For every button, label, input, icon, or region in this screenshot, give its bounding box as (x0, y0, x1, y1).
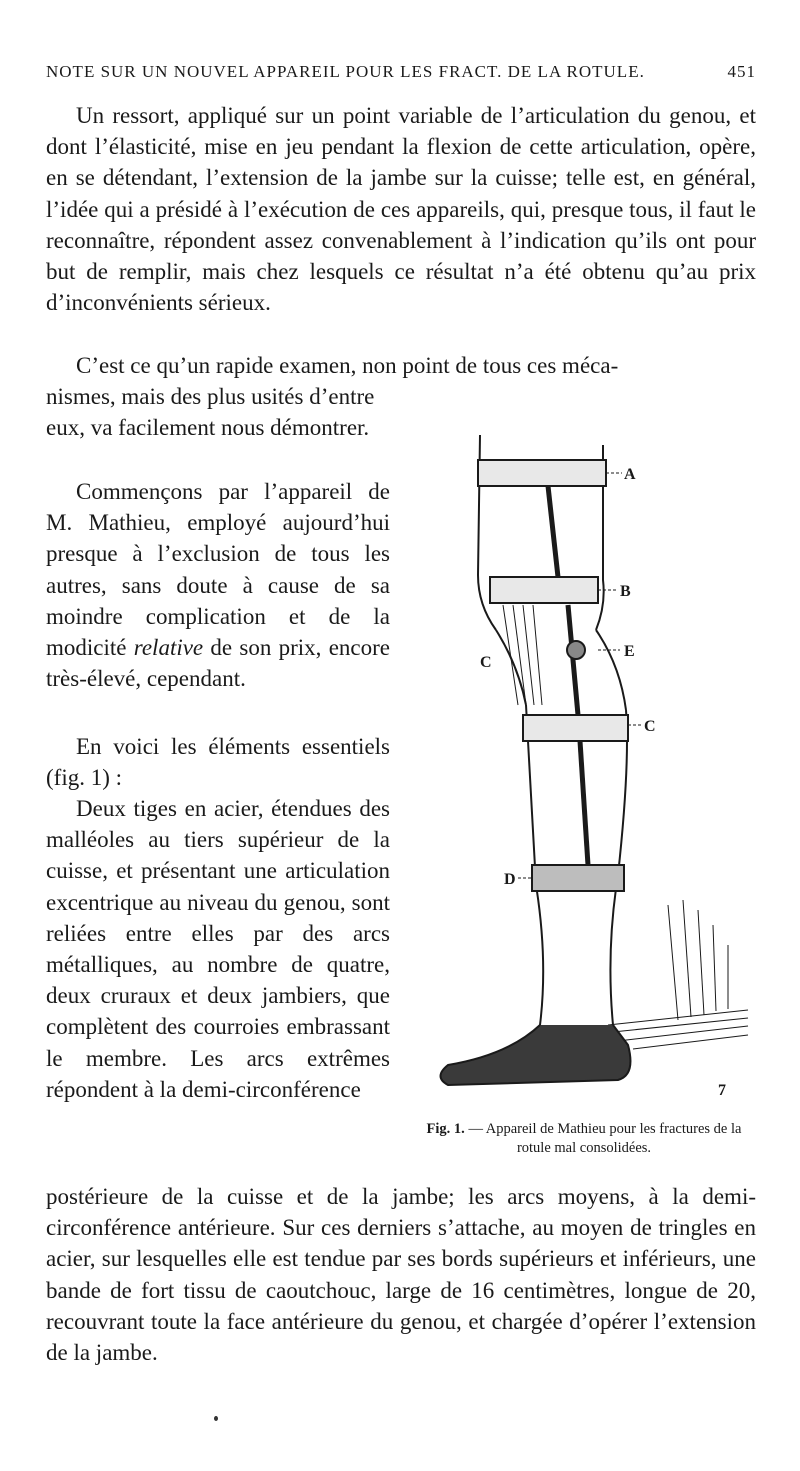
band-c (523, 715, 628, 741)
ground-hatching (603, 900, 748, 1049)
figure-caption (408, 1120, 760, 1158)
label-small: 7 (718, 1082, 726, 1099)
band-b (490, 577, 598, 603)
italic-relative: relative (133, 635, 204, 661)
knee-joint (567, 641, 585, 659)
page-number: 451 (727, 62, 756, 81)
label-d: D (504, 871, 516, 888)
header-title: NOTE SUR UN NOUVEL APPAREIL POUR LES FRACT. DE LA ROTULE. (46, 62, 645, 81)
label-b: B (620, 583, 631, 600)
paragraph-3-text-end: de son prix, encore très-élevé, cependant. (46, 635, 390, 692)
paragraph-4: En voici les éléments essentiels (fig. 1) : (46, 734, 390, 791)
paragraph-1: Un ressort, appliqué sur un point variable de l’articulation du genou, et dont l’élasticité, mise en jeu pendant la flexion de cette articulation, opère, en se détendant, l’extension de la jambe sur la cuisse; telle est, en général, l’idée qui a présidé à l’exécution de ces appareils, qui, presque tous, il faut le reconnaître, répondent assez convenablement à l’indication qu’ils ont pour but de remplir, mais chez lesquels ce résultat n’a été obtenu qu’au prix d’inconvénients sérieux. (46, 103, 756, 316)
paragraph-5: Deux tiges en acier, étendues des malléoles au tiers supérieur de la cuisse, et présentant une articulation excentrique au niveau du genou, sont reliées entre elles par des arcs métalliques, au nombre de quatre, deux cruraux et deux jambiers, que complètent des courroies embrassant le membre. Les arcs extrêmes répondent à la demi-circonférence (46, 796, 390, 1102)
paragraph-6: postérieure de la cuisse et de la jambe; les arcs moyens, à la demi-circonférence antérieure. Sur ces derniers s’attache, au moyen de tringles en acier, sur lesquelles elle est tendue par ses bords supérieurs et inférieurs, une bande de fort tissu de caoutchouc, large de 16 centimètres, longue de 20, recouvrant toute la face antérieure du genou, et chargée d’opérer l’extension de la jambe. (46, 1184, 756, 1366)
band-a (478, 460, 606, 486)
label-c: C (644, 718, 656, 735)
page-dot (214, 1416, 218, 1421)
shoe (441, 1025, 631, 1085)
caption-text: — Appareil de Mathieu pour les fractures de la rotule mal consolidées. (464, 1121, 742, 1156)
paragraph-3-text: Commençons par l’appareil de M. Mathieu, employé aujourd’hui presque à l’exclusion de tous les autres, sans doute à cause de sa moindre complication et de la modicité (46, 479, 390, 661)
paragraph-2-first-line: C’est ce qu’un rapide examen, non point de tous ces méca- (76, 353, 619, 378)
paragraph-2-rest: nismes, mais des plus usités d’entre eux, va facilement nous démontrer. (46, 384, 375, 441)
paragraph-3 (46, 476, 390, 694)
caption-label: Fig. 1. (426, 1121, 465, 1137)
band-d (532, 865, 624, 891)
label-c-left: C (480, 654, 492, 671)
label-e: E (624, 643, 635, 660)
leg-brace-illustration (408, 405, 760, 1120)
label-a: A (624, 466, 636, 483)
running-header (46, 62, 756, 82)
